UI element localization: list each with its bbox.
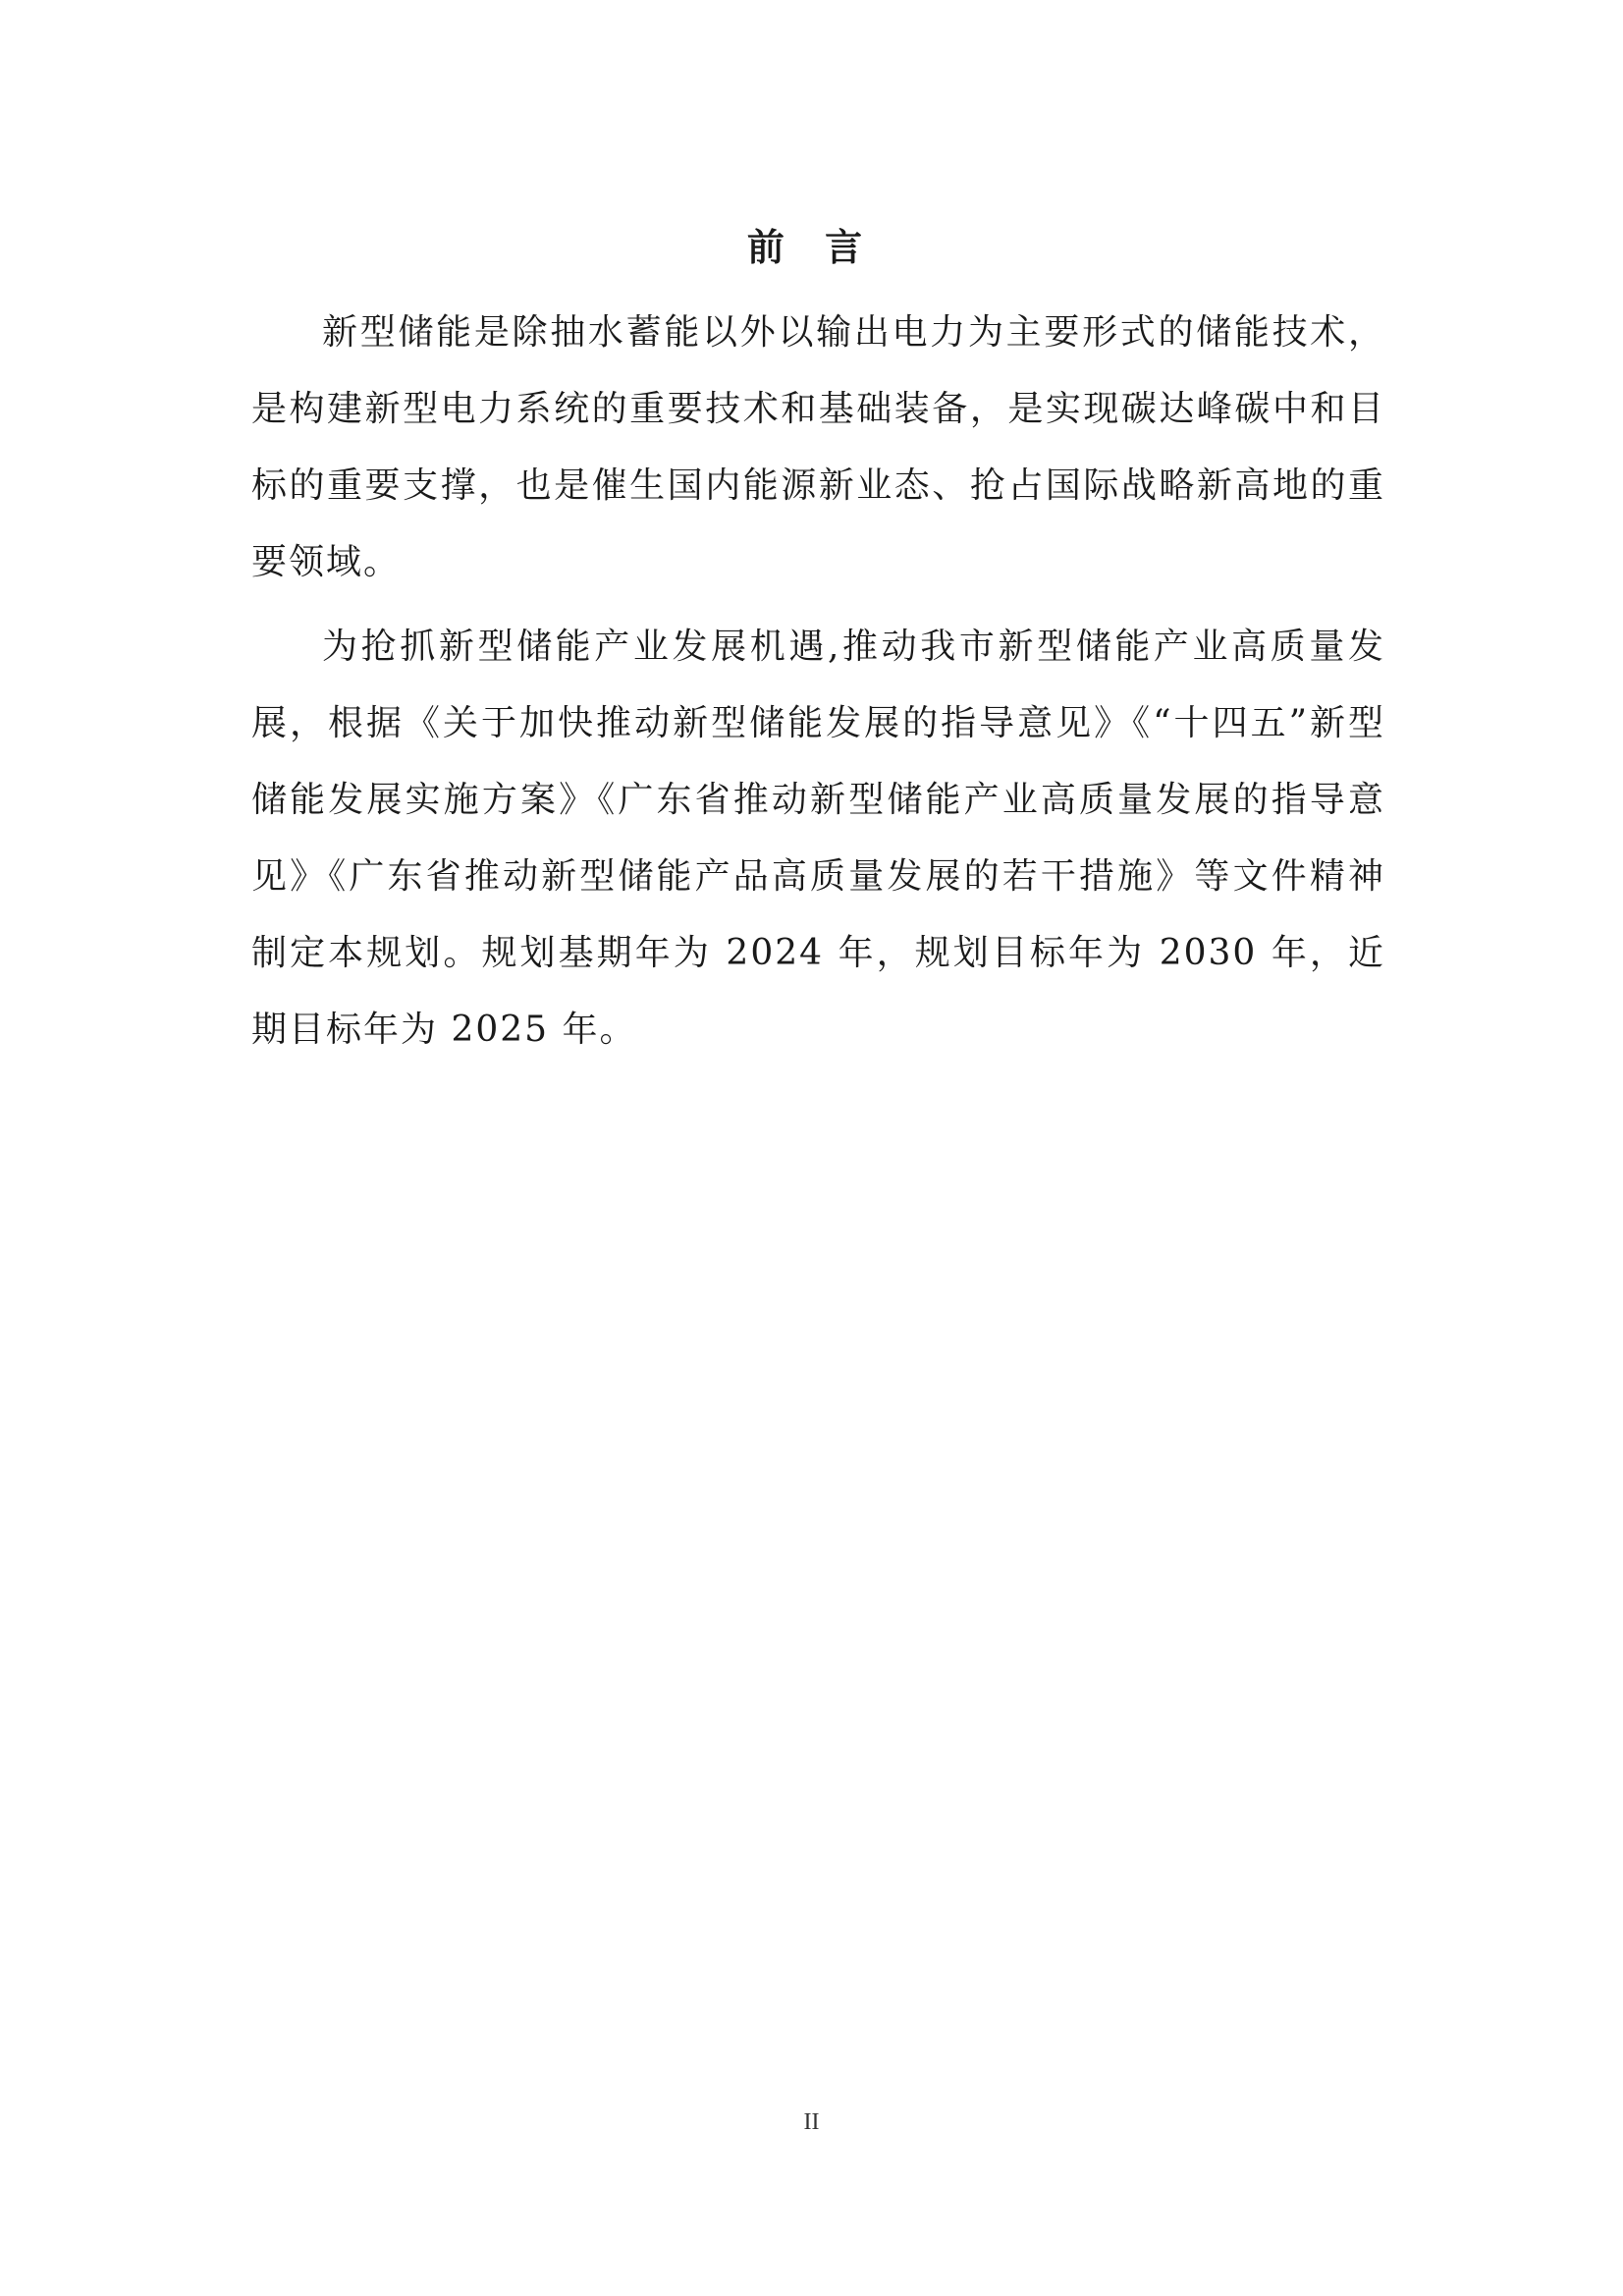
page-title: 前 言 (746, 226, 877, 269)
page-number: II (803, 2109, 820, 2135)
body-text (251, 295, 1385, 1076)
paragraph-2: 为抢抓新型储能产业发展机遇,推动我市新型储能产业高质量发展，根据《关于加快推动新型储能发展的指导意见》《“十四五”新型储能发展实施方案》《广东省推动新型储能产业高质量发展的指导意见》《广东省推动新型储能产品高质量发展的若干措施》等文件精神制定本规划。规划基期年为 2024 年，规划目标年为 2030 年，近期目标年为 2025 年。 (251, 627, 1385, 1050)
paragraph-1: 新型储能是除抽水蓄能以外以输出电力为主要形式的储能技术，是构建新型电力系统的重要技术和基础装备，是实现碳达峰碳中和目标的重要支撑，也是催生国内能源新业态、抢占国际战略新高地的重要领域。 (251, 312, 1385, 582)
